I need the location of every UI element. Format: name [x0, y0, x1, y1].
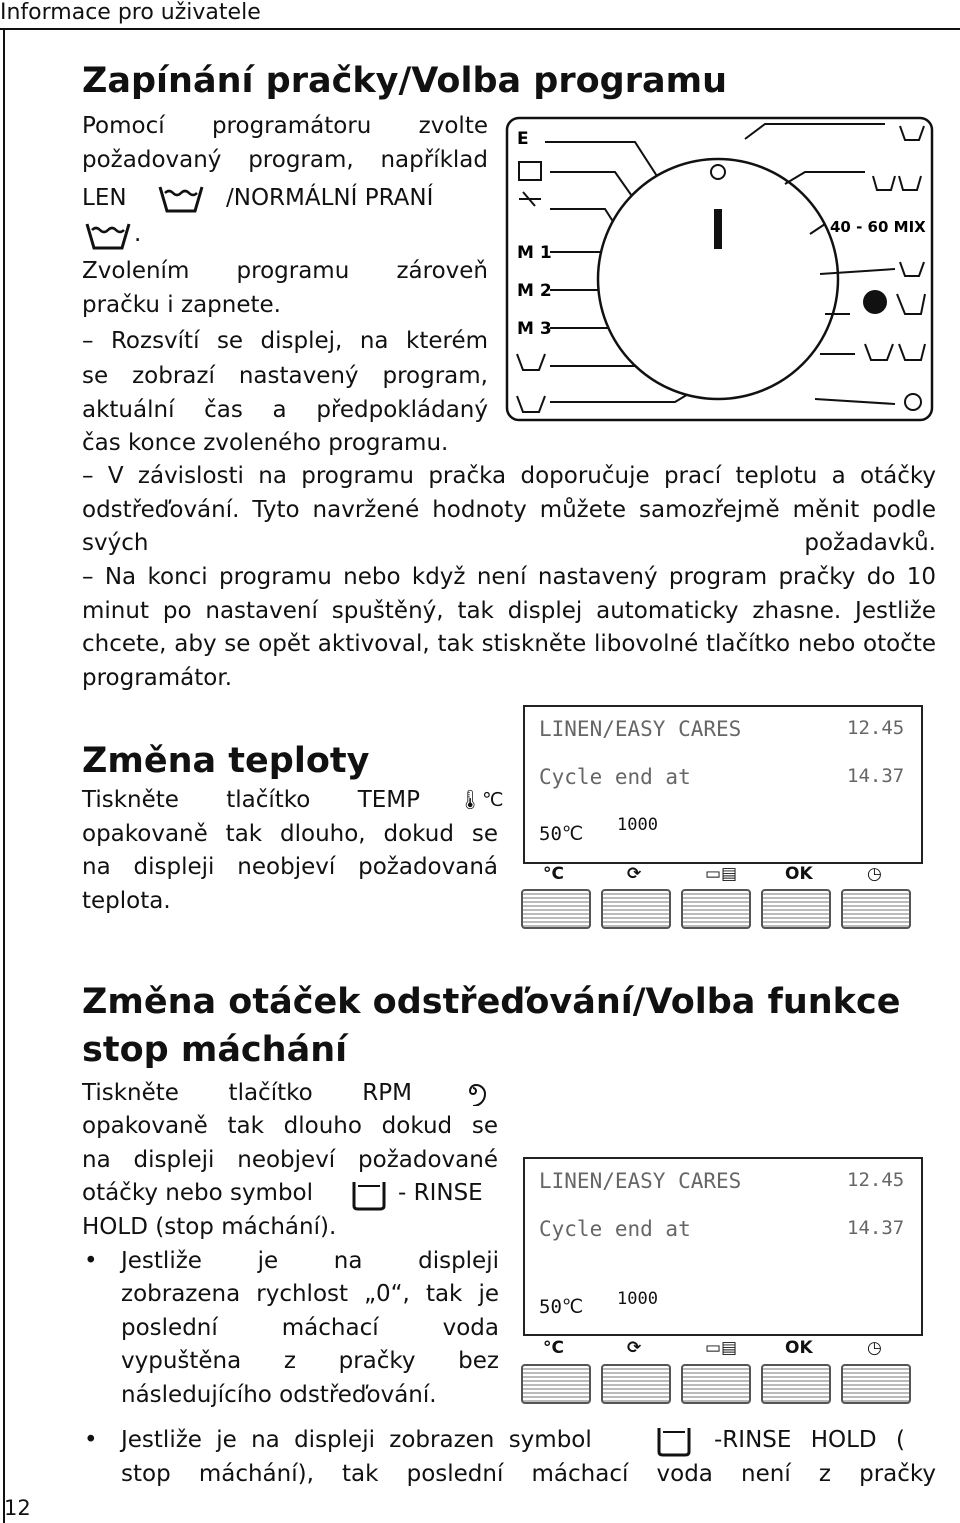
ok-button[interactable] — [761, 1364, 831, 1404]
display-rpm: 1000 — [617, 1289, 658, 1309]
bullet-marker: • — [84, 1248, 98, 1274]
spin-button-icon: ⟳ — [627, 864, 642, 884]
section-heading-program: Zapínání pračky/Volba programu — [82, 61, 727, 101]
text-line: aktuální čas a předpokládaný — [82, 397, 488, 423]
display-cycle-label: Cycle end at — [539, 765, 691, 789]
dial-label: M 2 — [517, 281, 552, 301]
temperature-icon: 🌡℃ — [458, 789, 504, 811]
paragraph-line: – Na konci programu nebo když není nastavený program pračky do 10 minut po nastavení spuštěný, tak displej automaticky zhasne. Jestliže chcete, aby se opět aktivoval, tak stiskněte libovolné tlačítko nebo otočte programátor. — [82, 564, 936, 691]
text-line: Tiskněte tlačítko RPM — [82, 1080, 412, 1106]
text-line: . — [134, 221, 142, 247]
ok-button-icon: OK — [785, 864, 813, 884]
bullet-line: Jestliže je na displeji zobrazen symbol — [121, 1427, 592, 1453]
page-number: 12 — [4, 1496, 31, 1520]
text-line: požadovaný program, například — [82, 147, 488, 173]
section-heading-spin: Změna otáček odstřeďování/Volba funkce — [82, 982, 901, 1022]
text-line: – Rozsvítí se displej, na kterém — [82, 328, 488, 354]
bullet-line: Jestliže je na displeji — [121, 1248, 499, 1274]
header-rule — [0, 28, 960, 30]
text-line: pračku i zapnete. — [82, 292, 281, 318]
bullet-line: -RINSE HOLD ( — [714, 1427, 905, 1453]
ok-button-icon: OK — [785, 1338, 813, 1358]
display-program: LINEN/EASY CARES — [539, 717, 742, 741]
dial-label: M 1 — [517, 243, 552, 263]
lcd-display — [523, 1157, 923, 1336]
spin-button-icon: ⟳ — [627, 1338, 642, 1358]
display-temperature: 50℃ — [539, 1296, 584, 1318]
dial-mix-label: 40 - 60 MIX — [830, 218, 926, 236]
text-line: opakovaně tak dlouho dokud se — [82, 1113, 498, 1139]
bullet-line: následujícího odstřeďování. — [121, 1382, 437, 1408]
bullet-line: stop máchání), tak poslední máchací voda není z pračky — [121, 1461, 936, 1487]
dial-label: M 3 — [517, 319, 552, 339]
text-line: otáčky nebo symbol — [82, 1180, 314, 1206]
page-header: Informace pro uživatele — [0, 0, 261, 25]
display-temperature: 50℃ — [539, 823, 584, 845]
text-line: Pomocí programátoru zvolte — [82, 113, 488, 139]
text-line: - RINSE — [398, 1180, 483, 1206]
option-button[interactable] — [681, 1364, 751, 1404]
temp-button[interactable] — [521, 889, 591, 929]
temp-button[interactable] — [521, 1364, 591, 1404]
option-button[interactable] — [681, 889, 751, 929]
temp-button-icon: °C — [543, 1338, 564, 1358]
linen-wash-icon — [157, 181, 205, 215]
ok-button[interactable] — [761, 889, 831, 929]
lcd-display — [523, 705, 923, 864]
rpm-button[interactable] — [601, 889, 671, 929]
display-end-time: 14.37 — [847, 1217, 905, 1239]
text-line: na displeji neobjeví požadované — [82, 1147, 498, 1173]
text-line: /NORMÁLNÍ PRANÍ — [226, 185, 434, 211]
temp-button-icon: °C — [543, 864, 564, 884]
dial-label: E — [517, 129, 529, 149]
section-heading-temperature: Změna teploty — [82, 741, 370, 781]
text-line: čas konce zvoleného programu. — [82, 430, 449, 456]
normal-wash-icon — [84, 218, 134, 252]
text-line: se zobrazí nastavený program, — [82, 363, 488, 389]
bullet-line: vypuštěna z pračky bez — [121, 1348, 499, 1374]
text-line: LEN — [82, 185, 127, 211]
paragraph-line: – V závislosti na programu pračka doporučuje prací teplotu a otáčky odstřeďování. Tyto navržené hodnoty můžete samozřejmě měnit podle svých požadavků. — [82, 463, 936, 557]
bullet-line: poslední máchací voda — [121, 1315, 499, 1341]
timer-button[interactable] — [841, 889, 911, 929]
clock-button-icon: ◷ — [867, 864, 882, 884]
display-time: 12.45 — [847, 717, 905, 739]
options-button-icon: ▭▤ — [705, 1338, 738, 1358]
rinse-hold-icon — [350, 1178, 388, 1212]
clock-button-icon: ◷ — [867, 1338, 882, 1358]
spin-icon — [458, 1076, 488, 1106]
options-button-icon: ▭▤ — [705, 864, 738, 884]
rinse-hold-icon — [655, 1424, 693, 1458]
button-row — [521, 889, 921, 929]
text-line: HOLD (stop máchání). — [82, 1214, 337, 1240]
display-rpm: 1000 — [617, 815, 658, 835]
display-end-time: 14.37 — [847, 765, 905, 787]
timer-button[interactable] — [841, 1364, 911, 1404]
bullet-line: zobrazena rychlost „0“, tak je — [121, 1281, 499, 1307]
margin-rule — [3, 28, 5, 1523]
text-line: Zvolením programu zároveň — [82, 258, 488, 284]
display-time: 12.45 — [847, 1169, 905, 1191]
rpm-button[interactable] — [601, 1364, 671, 1404]
program-dial-illustration — [505, 114, 935, 424]
bullet-marker: • — [84, 1427, 98, 1453]
section-heading-spin-line2: stop máchání — [82, 1030, 348, 1070]
text-line: Tiskněte tlačítko TEMP — [82, 787, 420, 813]
display-cycle-label: Cycle end at — [539, 1217, 691, 1241]
display-program: LINEN/EASY CARES — [539, 1169, 742, 1193]
button-row — [521, 1364, 921, 1404]
text-line: opakovaně tak dlouho, dokud se — [82, 821, 498, 847]
text-line: teplota. — [82, 888, 171, 914]
text-line: na displeji neobjeví požadovaná — [82, 854, 498, 880]
